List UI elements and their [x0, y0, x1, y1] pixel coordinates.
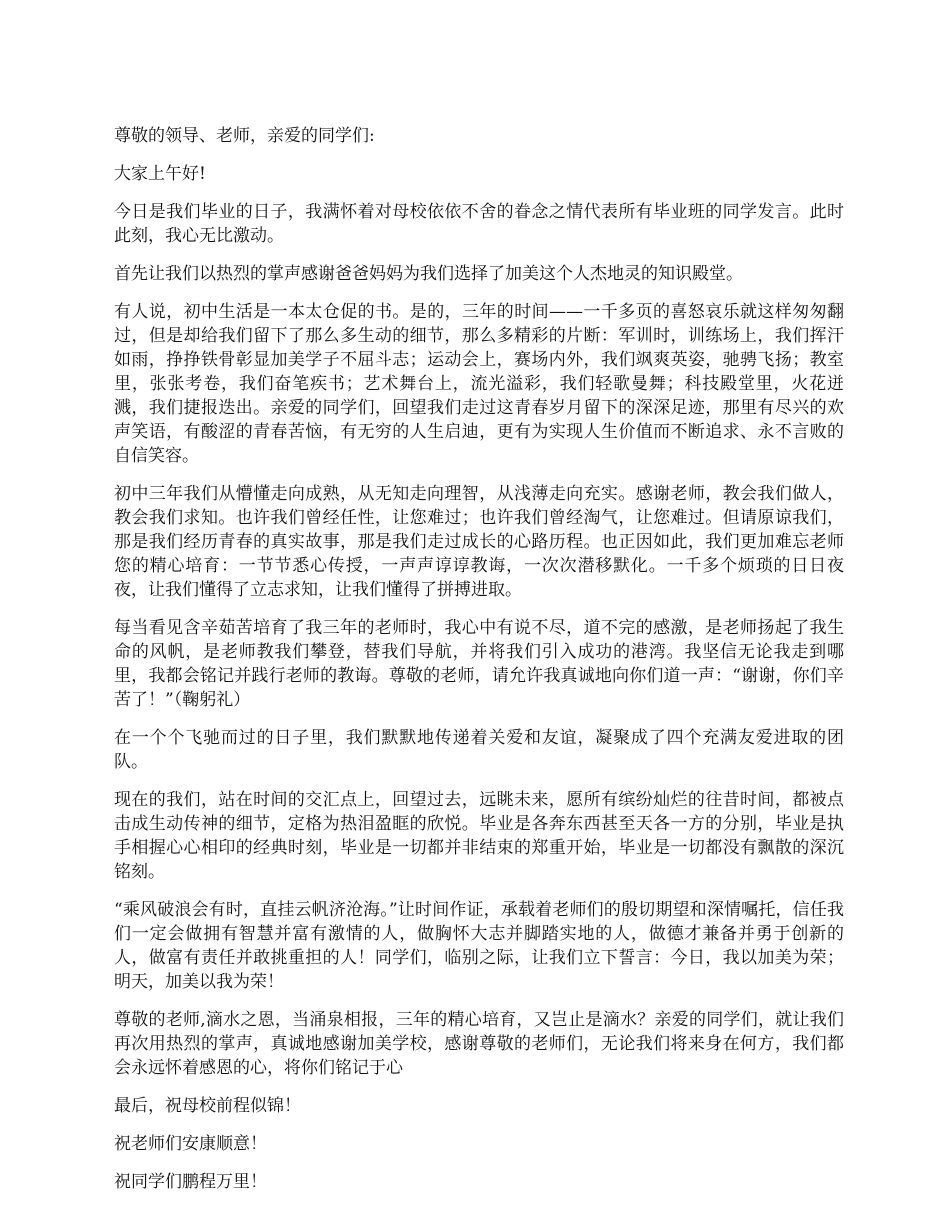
paragraph: 尊敬的老师,滴水之恩，当涌泉相报，三年的精心培育，又岂止是滴水？亲爱的同学们，就让我们再次用热烈的掌声，真诚地感谢加美学校，感谢尊敬的老师们，无论我们将来身在何方，我们都会永远怀着感恩的心，将你们铭记于心 — [114, 1010, 844, 1078]
closing-line: 最后，祝母校前程似锦！ — [114, 1096, 301, 1116]
speech-document — [114, 124, 844, 1208]
paragraph: 首先让我们以热烈的掌声感谢爸爸妈妈为我们选择了加美这个人杰地灵的知识殿堂。 — [114, 264, 743, 284]
paragraph: 每当看见含辛茹苦培育了我三年的老师时，我心中有说不尽，道不完的感激，是老师扬起了我生命的风帆，是老师教我们攀登，替我们导航，并将我们引入成功的港湾。我坚信无论我走到哪里，我都会铭记并践行老师的教诲。尊敬的老师，请允许我真诚地向你们道一声：“谢谢，你们辛苦了！”（鞠躬礼） — [114, 618, 844, 710]
paragraph: 现在的我们，站在时间的交汇点上，回望过去，远眺未来，愿所有缤纷灿烂的往昔时间，都被点击成生动传神的细节，定格为热泪盈眶的欣悦。毕业是各奔东西甚至天各一方的分别，毕业是执手相握心心相印的经典时刻，毕业是一切都并非结束的郑重开始，毕业是一切都没有飘散的深沉铭刻。 — [114, 790, 844, 882]
paragraph: 在一个个飞驰而过的日子里，我们默默地传递着关爱和友谊，凝聚成了四个充满友爱进取的团队。 — [114, 728, 844, 772]
paragraph: 有人说，初中生活是一本太仓促的书。是的，三年的时间——一千多页的喜怒哀乐就这样匆匆翻过，但是却给我们留下了那么多生动的细节，那么多精彩的片断：军训时，训练场上，我们挥汗如雨，挣挣铁骨彰显加美学子不屈斗志；运动会上，赛场内外，我们飒爽英姿，驰骋飞扬；教室里，张张考卷，我们奋笔疾书；艺术舞台上，流光溢彩，我们轻歌曼舞；科技殿堂里，火花迸溅，我们捷报迭出。亲爱的同学们，回望我们走过这青春岁月留下的深深足迹，那里有尽兴的欢声笑语，有酸涩的青春苦恼，有无穷的人生启迪，更有为实现人生价值而不断追求、永不言败的自信笑容。 — [114, 302, 844, 466]
paragraph: “乘风破浪会有时，直挂云帆济沧海。”让时间作证，承载着老师们的殷切期望和深情嘱托，信任我们一定会做拥有智慧并富有激情的人，做胸怀大志并脚踏实地的人，做德才兼备并勇于创新的人，做富有责任并敢挑重担的人！同学们，临别之际，让我们立下誓言：今日，我以加美为荣；明天，加美以我为荣！ — [114, 900, 844, 992]
closing-line: 祝同学们鹏程万里！ — [114, 1172, 267, 1192]
closing-line: 祝老师们安康顺意！ — [114, 1134, 267, 1154]
greeting: 尊敬的领导、老师，亲爱的同学们: — [114, 126, 375, 146]
paragraph: 今日是我们毕业的日子，我满怀着对母校依依不舍的眷念之情代表所有毕业班的同学发言。此时此刻，我心无比激动。 — [114, 202, 844, 246]
hello-line: 大家上午好! — [114, 164, 206, 184]
paragraph: 初中三年我们从懵懂走向成熟，从无知走向理智，从浅薄走向充实。感谢老师，教会我们做人，教会我们求知。也许我们曾经任性，让您难过；也许我们曾经淘气，让您难过。但请原谅我们，那是我们经历青春的真实故事，那是我们走过成长的心路历程。也正因如此，我们更加难忘老师您的精心培育：一节节悉心传授，一声声谆谆教诲，一次次潜移默化。一千多个烦琐的日日夜夜，让我们懂得了立志求知，让我们懂得了拼搏进取。 — [114, 484, 844, 600]
